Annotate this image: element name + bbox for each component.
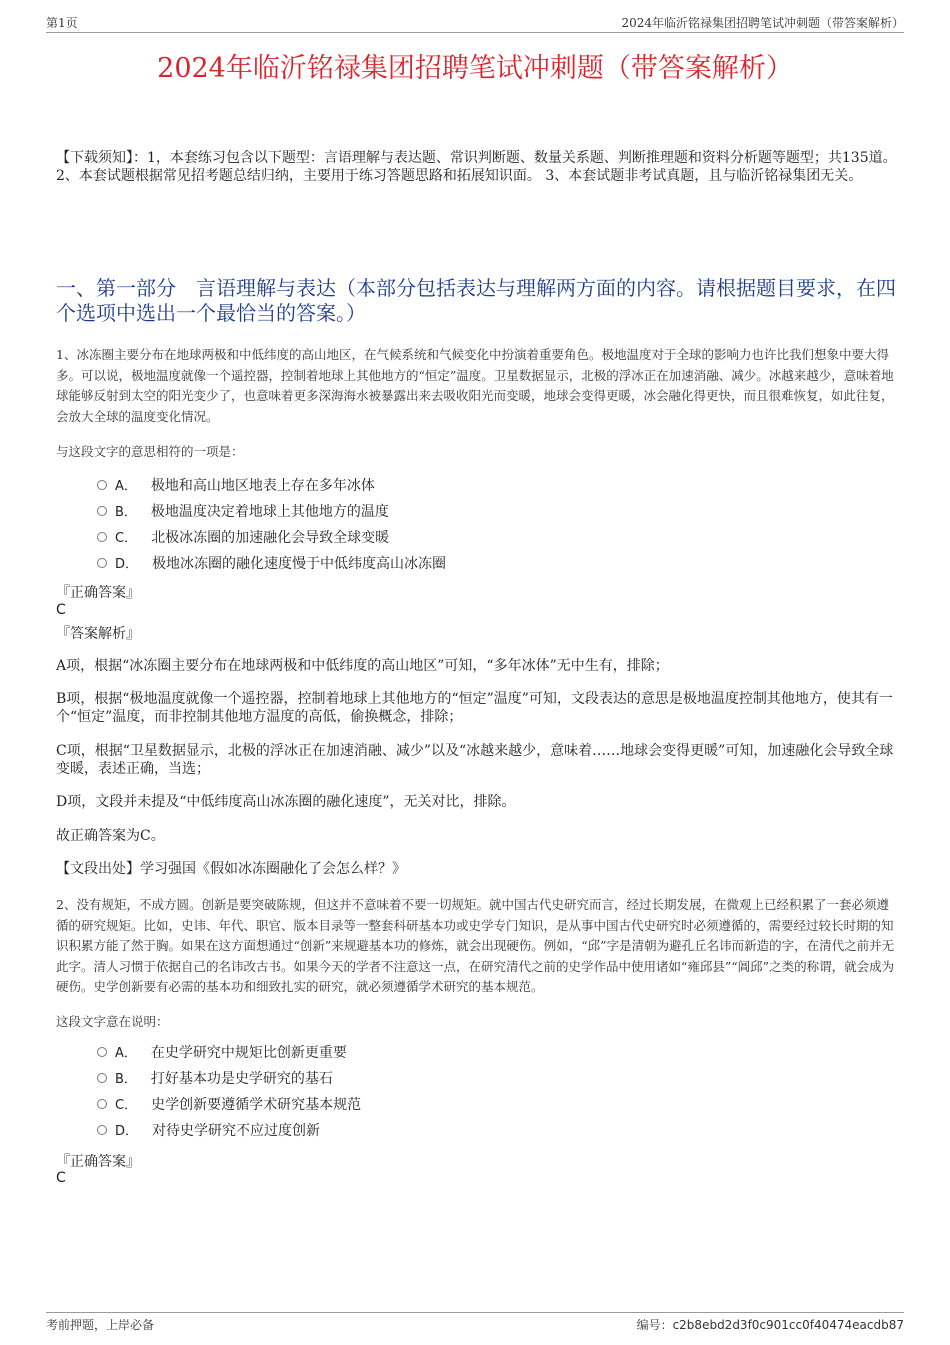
analysis-line-c: C项，根据“卫星数据显示，北极的浮冰正在加速消融、减少”以及“冰越来越少，意味着……地球会变得更暖”可知，加速融化会导致全球变暖，表述正确，当选； [56, 743, 894, 777]
question-2-answer: C [56, 1170, 66, 1186]
radio-icon[interactable] [97, 480, 107, 490]
radio-icon[interactable] [97, 506, 107, 516]
page-footer [46, 1312, 904, 1333]
footer-code-value: c2b8ebd2d3f0c901cc0f40474eacdb87 [672, 1318, 904, 1332]
question-2-prompt: 这段文字意在说明： [56, 1014, 169, 1029]
page-header [46, 14, 904, 33]
question-1-option-a[interactable]: A． 极地和高山地区地表上存在多年冰体 [97, 476, 375, 496]
question-1-prompt: 与这段文字的意思相符的一项是： [56, 444, 244, 459]
question-1-answer-label: 『正确答案』 [56, 585, 140, 601]
section-title: 一、第一部分 言语理解与表达（本部分包括表达与理解两方面的内容。请根据题目要求，在四个选项中选出一个最恰当的答案。） [56, 276, 896, 325]
radio-icon[interactable] [97, 1099, 107, 1109]
question-2-option-a[interactable]: A． 在史学研究中规矩比创新更重要 [97, 1043, 347, 1063]
question-2-option-b[interactable]: B． 打好基本功是史学研究的基石 [97, 1069, 333, 1089]
question-1-analysis-label: 『答案解析』 [56, 626, 140, 642]
footer-code-label: 编号： [636, 1318, 673, 1332]
download-notice: 【下载须知】：1，本套练习包含以下题型：言语理解与表达题、常识判断题、数量关系题、判断推理题和资料分析题等题型；共135道。 2、本套试题根据常见招考题总结归纳，主要用于练习答题思路和拓展知识面。 3、本套试题非考试真题，且与临沂铭禄集团无关。 [56, 150, 897, 184]
page-number: 第1页 [46, 16, 78, 30]
question-1-option-d[interactable]: D． 极地冰冻圈的融化速度慢于中低纬度高山冰冻圈 [97, 554, 446, 574]
passage-source: 【文段出处】学习强国《假如冰冻圈融化了会怎么样？》 [56, 861, 406, 877]
question-2-passage: 2、没有规矩，不成方圆。创新是要突破陈规，但这并不意味着不要一切规矩。就中国古代史研究而言，经过长期发展，在微观上已经积累了一套必须遵循的研究规矩。比如，史讳、年代、职官、版本目录等一整套科研基本功或史学专门知识，是从事中国古代史研究时必须遵循的，需要经过较长时期的知识积累方能了然于胸。如果在这方面想通过“创新”来规避基本功的修炼，就会出现硬伤。例如，“邱”字是清朝为避孔丘名讳而新造的字，在清代之前并无此字。清人习惯于依据自己的名讳改古书。如果今天的学者不注意这一点，在研究清代之前的史学作品中使用诸如“雍邱县”“阊邱”之类的称谓，就会成为硬伤。史学创新要有必需的基本功和细致扎实的研究，就必须遵循学术研究的基本规范。 [56, 897, 895, 994]
analysis-line-b: B项，根据“极地温度就像一个遥控器，控制着地球上其他地方的“恒定”温度”可知，文段表达的意思是极地温度控制其他地方，使其有一个“恒定”温度，而非控制其他地方温度的高低，偷换概念，排除； [56, 691, 893, 725]
analysis-line-a: A项，根据“冰冻圈主要分布在地球两极和中低纬度的高山地区”可知，“多年冰体”无中生有，排除； [56, 658, 669, 674]
question-1-passage: 1、冰冻圈主要分布在地球两极和中低纬度的高山地区，在气候系统和气候变化中扮演着重要角色。极地温度对于全球的影响力也许比我们想象中要大得多。可以说，极地温度就像一个遥控器，控制着地球上其他地方的“恒定”温度。卫星数据显示，北极的浮冰正在加速消融、减少。冰越来越少，意味着地球能够反射到太空的阳光变少了，也意味着更多深海海水被暴露出来去吸收阳光而变暖，地球会变得更暖，冰会融化得更快，而且很难恢复，如此往复，会放大全球的温度变化情况。 [56, 347, 894, 424]
document-title: 2024年临沂铭禄集团招聘笔试冲刺题（带答案解析） [157, 53, 793, 84]
question-2-option-d[interactable]: D． 对待史学研究不应过度创新 [97, 1121, 320, 1141]
radio-icon[interactable] [97, 1125, 107, 1135]
question-1-option-c[interactable]: C． 北极冰冻圈的加速融化会导致全球变暖 [97, 528, 389, 548]
radio-icon[interactable] [97, 1073, 107, 1083]
analysis-line-d: D项，文段并未提及“中低纬度高山冰冻圈的融化速度”，无关对比，排除。 [56, 794, 516, 810]
footer-code [637, 1316, 904, 1333]
question-2-option-c[interactable]: C． 史学创新要遵循学术研究基本规范 [97, 1095, 361, 1115]
question-2-answer-label: 『正确答案』 [56, 1154, 140, 1170]
analysis-conclusion: 故正确答案为C。 [56, 828, 165, 844]
question-1-answer: C [56, 602, 66, 618]
radio-icon[interactable] [97, 532, 107, 542]
question-1-option-b[interactable]: B． 极地温度决定着地球上其他地方的温度 [97, 502, 389, 522]
radio-icon[interactable] [97, 1047, 107, 1057]
header-doc-title: 2024年临沂铭禄集团招聘笔试冲刺题（带答案解析） [621, 16, 904, 30]
footer-slogan: 考前押题，上岸必备 [46, 1318, 155, 1332]
radio-icon[interactable] [97, 558, 107, 568]
